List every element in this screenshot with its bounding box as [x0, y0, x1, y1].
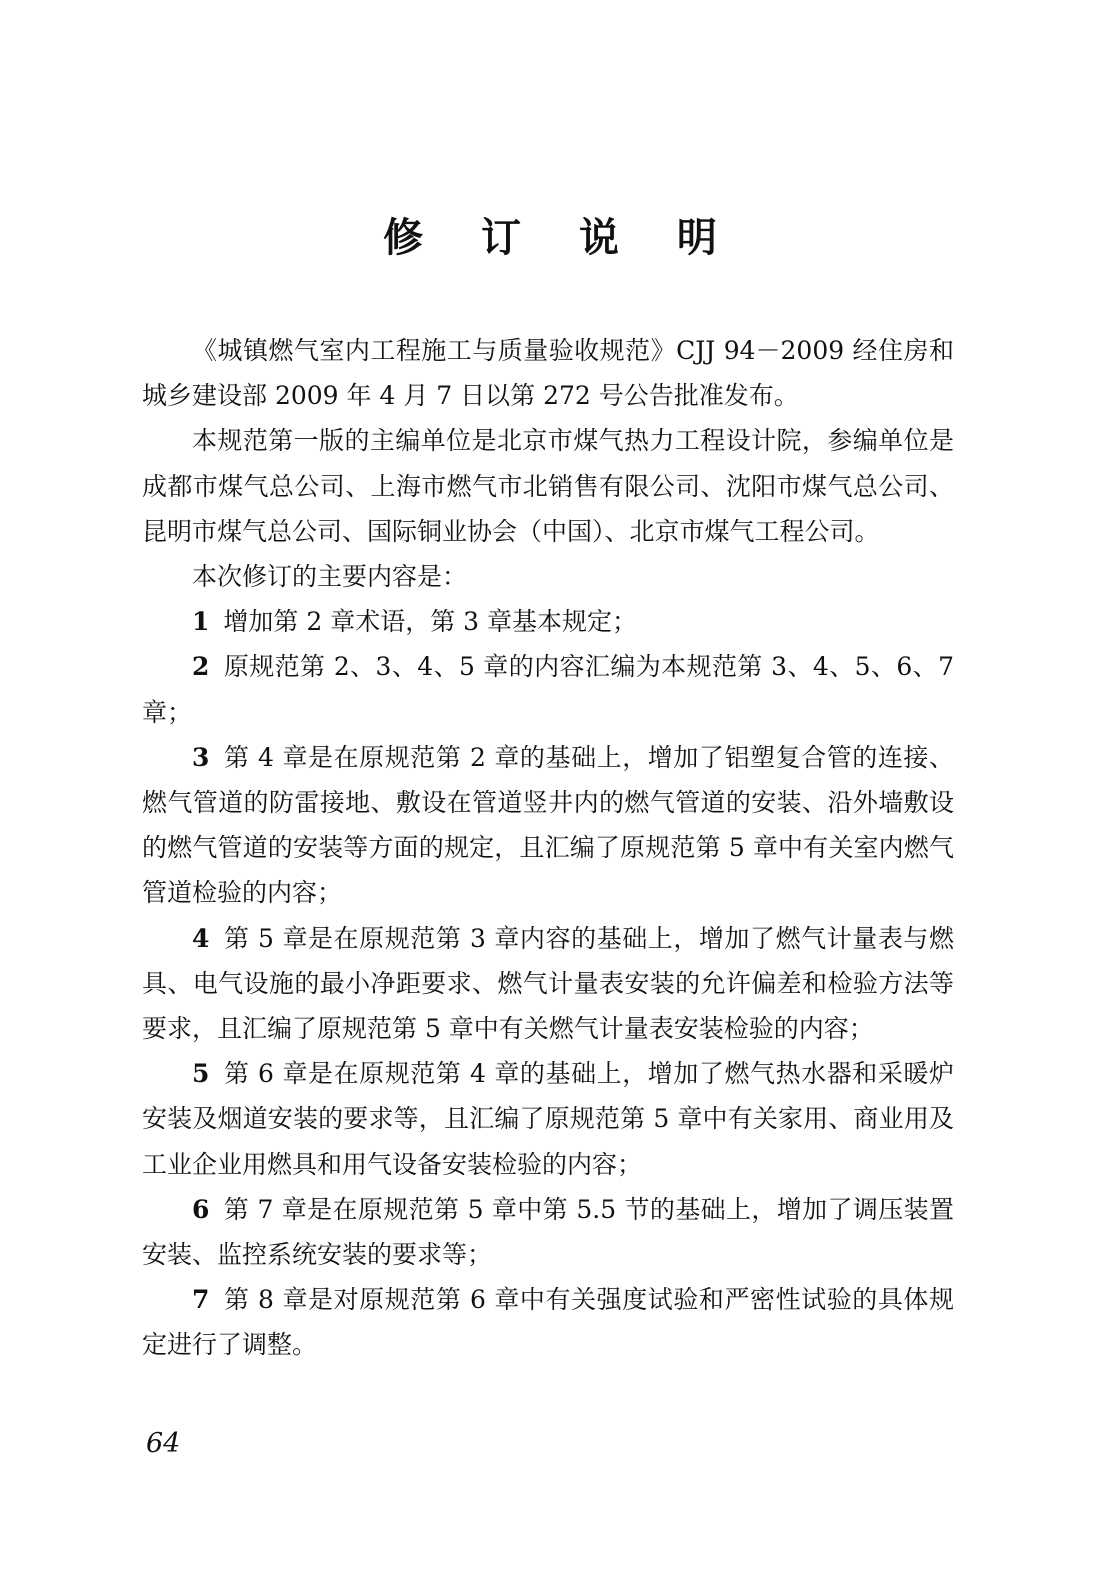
- list-item-number: 7: [192, 1285, 210, 1315]
- list-item-number: 1: [192, 607, 210, 637]
- list-item-number: 5: [192, 1059, 210, 1089]
- list-item: [142, 1187, 954, 1277]
- list-item: [142, 599, 954, 644]
- body-text: [142, 328, 954, 1368]
- list-item-number: 4: [192, 923, 210, 953]
- list-item: [142, 1277, 954, 1367]
- list-item-number: 3: [192, 742, 210, 772]
- list-item-text: 第 5 章是在原规范第 3 章内容的基础上，增加了燃气计量表与燃具、电气设施的最小净距要求、燃气计量表安装的允许偏差和检验方法等要求，且汇编了原规范第 5 章中有关燃气计量表安装检验的内容；: [142, 923, 954, 1044]
- list-item-text: 第 7 章是在原规范第 5 章中第 5.5 节的基础上，增加了调压装置安装、监控系统安装的要求等；: [142, 1194, 954, 1270]
- list-item-text: 第 4 章是在原规范第 2 章的基础上，增加了铝塑复合管的连接、燃气管道的防雷接地、敷设在管道竖井内的燃气管道的安装、沿外墙敷设的燃气管道的安装等方面的规定，且汇编了原规范第 5 章中有关室内燃气管道检验的内容；: [142, 742, 954, 908]
- page-title: 修 订 说 明: [383, 215, 739, 261]
- list-item: [142, 916, 954, 1052]
- paragraph-editors: 本规范第一版的主编单位是北京市煤气热力工程设计院，参编单位是成都市煤气总公司、上海市燃气市北销售有限公司、沈阳市煤气总公司、昆明市煤气总公司、国际铜业协会（中国）、北京市煤气工程公司。: [142, 426, 954, 546]
- list-item-text: 第 6 章是在原规范第 4 章的基础上，增加了燃气热水器和采暖炉安装及烟道安装的要求等，且汇编了原规范第 5 章中有关家用、商业用及工业企业用燃具和用气设备安装检验的内容；: [142, 1059, 954, 1179]
- list-item-text: 第 8 章是对原规范第 6 章中有关强度试验和严密性试验的具体规定进行了调整。: [142, 1285, 954, 1360]
- list-item-number: 6: [192, 1194, 210, 1224]
- list-item-number: 2: [192, 652, 210, 682]
- list-item-text: 增加第 2 章术语，第 3 章基本规定；: [223, 607, 638, 637]
- paragraph-revision-intro: 本次修订的主要内容是：: [192, 562, 468, 592]
- list-item: [142, 735, 954, 916]
- list-item: [142, 1051, 954, 1187]
- paragraph-approval: 《城镇燃气室内工程施工与质量验收规范》CJJ 94－2009 经住房和城乡建设部 2009 年 4 月 7 日以第 272 号公告批准发布。: [142, 336, 954, 411]
- page-number: 64: [146, 1428, 181, 1459]
- list-item-text: 原规范第 2、3、4、5 章的内容汇编为本规范第 3、4、5、6、7 章；: [142, 652, 954, 727]
- list-item: [142, 644, 954, 734]
